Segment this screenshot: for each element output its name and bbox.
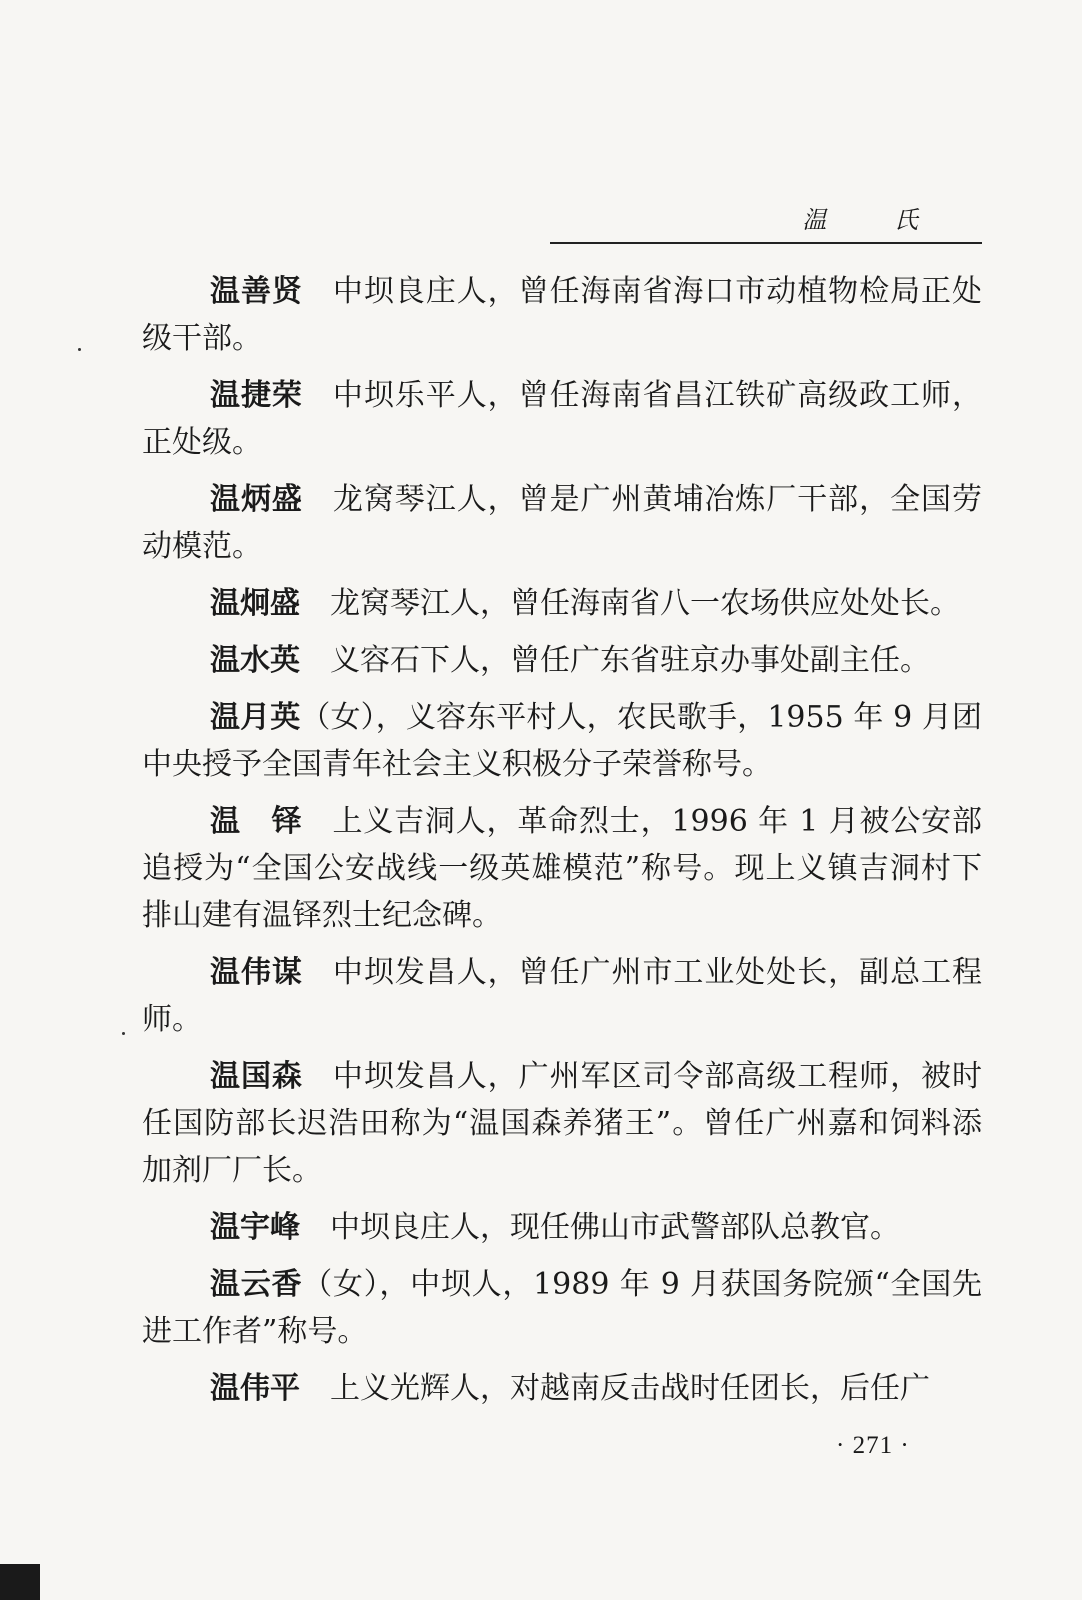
running-head-title: 温 氏 [802, 206, 948, 234]
page-number: · 271 · [836, 1432, 910, 1459]
entry-name: 温伟谋 [210, 955, 303, 990]
entry-name: 温伟平 [210, 1371, 300, 1406]
entry-name: 温宇峰 [210, 1210, 300, 1245]
biography-entry [142, 1365, 982, 1412]
biography-entry [142, 1053, 982, 1194]
biography-entry [142, 268, 982, 362]
entry-text: 上义吉洞人，革命烈士，1996 年 1 月被公安部追授为“全国公安战线一级英雄模范”称号。现上义镇吉洞村下排山建有温铎烈士纪念碑。 [142, 804, 983, 933]
entry-text: 中坝乐平人，曾任海南省昌江铁矿高级政工师，正处级。 [142, 378, 983, 460]
entry-text: 龙窝琴江人，曾任海南省八一农场供应处处长。 [330, 586, 960, 621]
entry-name: 温云香 [210, 1267, 303, 1302]
entry-text: 中坝发昌人，广州军区司令部高级工程师，被时任国防部长迟浩田称为“温国森养猪王”。曾任广州嘉和饲料添加剂厂厂长。 [142, 1059, 983, 1188]
biography-entry [142, 580, 982, 627]
entry-name: 温水英 [210, 643, 300, 678]
scan-edge-shadow [0, 1564, 40, 1600]
entry-text: 中坝良庄人，现任佛山市武警部队总教官。 [330, 1210, 900, 1245]
biography-entry [142, 798, 982, 939]
biography-entry [142, 949, 982, 1043]
entry-text: 上义光辉人，对越南反击战时任团长，后任广 [330, 1371, 930, 1406]
entry-text: 龙窝琴江人，曾是广州黄埔冶炼厂干部，全国劳动模范。 [142, 482, 983, 564]
entry-text: 中坝良庄人，曾任海南省海口市动植物检局正处级干部。 [142, 274, 983, 356]
entry-text: （女），中坝人，1989 年 9 月获国务院颁“全国先进工作者”称号。 [142, 1267, 982, 1349]
biography-entry [142, 694, 982, 788]
scan-speck [78, 348, 81, 351]
biography-list [142, 268, 982, 1422]
running-head [550, 196, 982, 244]
entry-text: 中坝发昌人，曾任广州市工业处处长，副总工程师。 [142, 955, 983, 1037]
entry-name: 温捷荣 [210, 378, 303, 413]
biography-entry [142, 1261, 982, 1355]
entry-name: 温炳盛 [210, 482, 303, 517]
entry-text: 义容石下人，曾任广东省驻京办事处副主任。 [330, 643, 930, 678]
scan-speck [122, 1032, 125, 1035]
entry-text: （女），义容东平村人，农民歌手，1955 年 9 月团中央授予全国青年社会主义积极分子荣誉称号。 [142, 700, 983, 782]
biography-entry [142, 476, 982, 570]
entry-name: 温炯盛 [210, 586, 300, 621]
biography-entry [142, 1204, 982, 1251]
entry-name: 温 铎 [210, 804, 303, 839]
entry-name: 温善贤 [210, 274, 303, 309]
entry-name: 温月英 [210, 700, 301, 735]
biography-entry [142, 372, 982, 466]
biography-entry [142, 637, 982, 684]
entry-name: 温国森 [210, 1059, 303, 1094]
